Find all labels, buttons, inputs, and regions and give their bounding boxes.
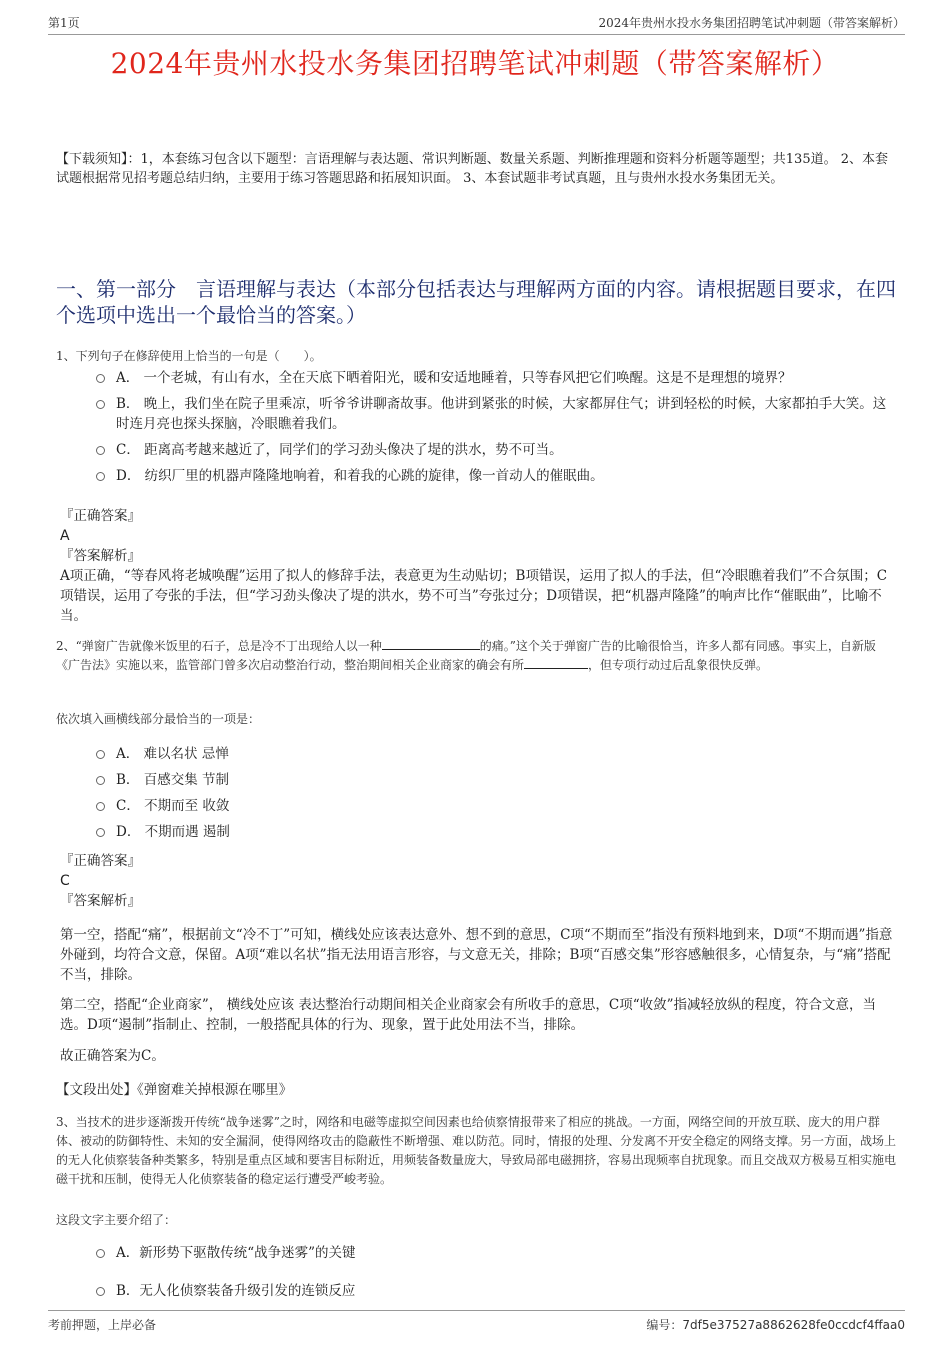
radio-icon[interactable] [96, 1249, 105, 1258]
option-c[interactable]: C． 不期而至 收敛 [96, 796, 896, 822]
question-2-prompt: 依次填入画横线部分最恰当的一项是： [56, 712, 261, 726]
question-1-answer [60, 506, 896, 626]
question-2-stem: 2、“弹窗广告就像米饭里的石子，总是冷不丁出现给人以一种 的痛。”这个关于弹窗广告的比喻很恰当，许多人都有同感。事实上，自新版《广告法》实施以来，监管部门曾多次启动整治行动，整治期间相关企业商家的确会有所 ，但专项行动过后乱象很快反弹。 [56, 639, 876, 672]
radio-icon[interactable] [96, 776, 105, 785]
question-1-options [96, 368, 896, 492]
answer-label: 『正确答案』 [60, 853, 141, 869]
option-b[interactable]: B．无人化侦察装备升级引发的连锁反应 [96, 1281, 896, 1307]
option-d[interactable]: D． 不期而遇 遏制 [96, 822, 896, 848]
answer-value: C [60, 873, 70, 889]
question-1-stem: 1、下列句子在修辞使用上恰当的一句是（ ）。 [56, 349, 322, 363]
analysis-paragraph-1: 第一空，搭配“痛”，根据前文“冷不丁”可知，横线处应该表达意外、想不到的意思，C项“不期而至”指没有预料地到来，D项“不期而遇”指意外碰到，均符合文意，保留。A项“难以名状”指无法用语言形容，与文意无关，排除；B项“百感交集”形容感触很多，心情复杂，与“痛”搭配不当，排除。 [60, 927, 893, 983]
radio-icon[interactable] [96, 802, 105, 811]
text-source: 【文段出处】《弹窗难关掉根源在哪里》 [56, 1082, 293, 1098]
radio-icon[interactable] [96, 374, 105, 383]
page-title: 2024年贵州水投水务集团招聘笔试冲刺题（带答案解析） [110, 47, 840, 80]
analysis-label: 『答案解析』 [60, 893, 141, 909]
option-b[interactable]: B． 晚上，我们坐在院子里乘凉，听爷爷讲聊斋故事。他讲到紧张的时候，大家都屏住气；讲到轻松的时候，大家都拍手大笑。这时连月亮也探头探脑，冷眼瞧着我们。 [96, 394, 896, 440]
radio-icon[interactable] [96, 750, 105, 759]
blank-2 [524, 656, 588, 669]
section-heading: 一、第一部分 言语理解与表达（本部分包括表达与理解两方面的内容。请根据题目要求，在四个选项中选出一个最恰当的答案。） [56, 277, 896, 327]
option-c[interactable]: C． 距离高考越来越近了，同学们的学习劲头像决了堤的洪水，势不可当。 [96, 440, 896, 466]
answer-value: A [60, 528, 70, 544]
analysis-text: A项正确，“等春风将老城唤醒”运用了拟人的修辞手法，表意更为生动贴切；B项错误，运用了拟人的手法，但“冷眼瞧着我们”不合氛围；C项错误，运用了夸张的手法，但“学习劲头像决了堤的洪水，势不可当”夸张过分；D项错误，把“机器声隆隆”的响声比作“催眠曲”，比喻不当。 [60, 568, 888, 624]
answer-label: 『正确答案』 [60, 508, 141, 524]
question-3-stem: 3、当技术的进步逐渐拨开传统“战争迷雾”之时，网络和电磁等虚拟空间因素也给侦察情报带来了相应的挑战。一方面，网络空间的开放互联、庞大的用户群体、被动的防御特性、未知的安全漏洞，使得网络攻击的隐蔽性不断增强、难以防范。同时，情报的处理、分发离不开安全稳定的网络支撑。另一方面，战场上的无人化侦察装备种类繁多，特别是重点区域和要害目标附近，用频装备数量庞大，导致局部电磁拥挤，容易出现频率自扰现象。而且交战双方极易互相实施电磁干扰和压制，使得无人化侦察装备的稳定运行遭受严峻考验。 [56, 1115, 897, 1186]
question-2-options [96, 744, 896, 848]
radio-icon[interactable] [96, 400, 105, 409]
radio-icon[interactable] [96, 1287, 105, 1296]
page-number: 第1页 [48, 16, 80, 30]
option-a[interactable]: A． 一个老城，有山有水，全在天底下晒着阳光，暖和安适地睡着，只等春风把它们唤醒。这是不是理想的境界？ [96, 368, 896, 394]
analysis-label: 『答案解析』 [60, 548, 141, 564]
footer-doc-code: 编号：7df5e37527a8862628fe0ccdcf4ffaa0 [646, 1318, 905, 1332]
page-footer [48, 1310, 905, 1335]
footer-slogan: 考前押题，上岸必备 [48, 1318, 157, 1332]
question-2-answer [60, 851, 896, 911]
option-b[interactable]: B． 百感交集 节制 [96, 770, 896, 796]
blank-1 [382, 637, 480, 650]
radio-icon[interactable] [96, 828, 105, 837]
header-doc-title: 2024年贵州水投水务集团招聘笔试冲刺题（带答案解析） [598, 16, 905, 30]
page-header [48, 14, 905, 35]
radio-icon[interactable] [96, 446, 105, 455]
question-3-prompt: 这段文字主要介绍了： [56, 1213, 177, 1227]
option-d[interactable]: D． 纺织厂里的机器声隆隆地响着，和着我的心跳的旋律，像一首动人的催眠曲。 [96, 466, 896, 492]
analysis-paragraph-2: 第二空，搭配“企业商家”， 横线处应该 表达整治行动期间相关企业商家会有所收手的意思，C项“收敛”指减轻放纵的程度，符合文意，当选。D项“遏制”指制止、控制，一般搭配具体的行为、现象，置于此处用法不当，排除。 [60, 997, 877, 1033]
analysis-conclusion: 故正确答案为C。 [60, 1048, 165, 1064]
question-3-options [96, 1243, 896, 1307]
option-a[interactable]: A． 难以名状 忌惮 [96, 744, 896, 770]
option-a[interactable]: A．新形势下驱散传统“战争迷雾”的关键 [96, 1243, 896, 1281]
radio-icon[interactable] [96, 472, 105, 481]
download-notice: 【下载须知】：1，本套练习包含以下题型：言语理解与表达题、常识判断题、数量关系题、判断推理题和资料分析题等题型；共135道。 2、本套试题根据常见招考题总结归纳，主要用于练习答题思路和拓展知识面。 3、本套试题非考试真题，且与贵州水投水务集团无关。 [56, 152, 888, 186]
